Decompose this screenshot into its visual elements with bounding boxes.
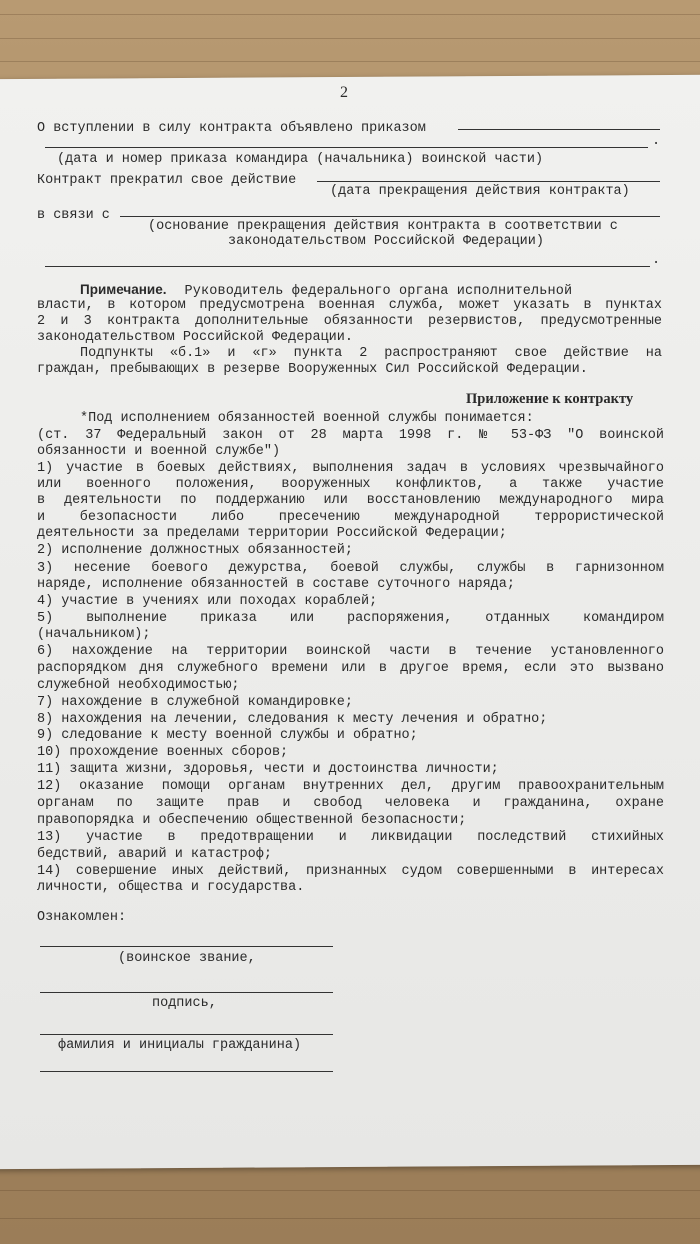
order-line bbox=[458, 129, 660, 130]
basis-line-2 bbox=[45, 266, 650, 267]
list-item: в деятельности по поддержанию или восстановлению международного мира bbox=[37, 493, 664, 508]
note-line-2: власти, в котором предусмотрена военная служба, может указать в пунктах bbox=[37, 298, 662, 313]
list-item: 14) совершение иных действий, признанных судом совершенными в интересах bbox=[37, 864, 664, 879]
list-item: наряде, исполнение обязанностей в составе суточного наряда; bbox=[37, 577, 515, 592]
list-item: 6) нахождение на территории воинской части в течение установленного bbox=[37, 644, 664, 659]
list-item: и безопасности либо пресечению международной террористической bbox=[37, 510, 664, 525]
appendix-ref-1: (ст. 37 Федеральный закон от 28 марта 1998 г. № 53-ФЗ "О воинской bbox=[37, 428, 664, 443]
list-item: 3) несение боевого дежурства, боевой службы, службы в гарнизонном bbox=[37, 561, 664, 576]
order-dot: . bbox=[652, 134, 661, 149]
list-item: 7) нахождение в служебной командировке; bbox=[37, 695, 353, 710]
appendix-intro: *Под исполнением обязанностей военной службы понимается: bbox=[80, 411, 534, 426]
sign-caption: подпись, bbox=[152, 996, 217, 1011]
basis-caption-2: законодательством Российской Федерации) bbox=[228, 234, 544, 249]
name-caption: фамилия и инициалы гражданина) bbox=[58, 1038, 302, 1053]
basis-caption-1: (основание прекращения действия контракта в соответствии с bbox=[148, 219, 618, 234]
list-item: бедствий, аварий и катастроф; bbox=[37, 847, 272, 862]
list-item: 1) участие в боевых действиях, выполнения задач в условиях чрезвычайного bbox=[37, 461, 664, 476]
name-line bbox=[40, 1034, 333, 1035]
list-item: 8) нахождения на лечении, следования к месту лечения и обратно; bbox=[37, 712, 548, 727]
termination-caption: (дата прекращения действия контракта) bbox=[330, 184, 630, 199]
note-label: Примечание. bbox=[80, 282, 167, 297]
list-item: (начальником); bbox=[37, 627, 151, 642]
basis-dot: . bbox=[652, 253, 661, 268]
list-item: органам по защите прав и свобод человека и гражданина, охране bbox=[37, 796, 664, 811]
sign-line bbox=[40, 992, 333, 993]
list-item: или военного положения, вооруженных конфликтов, а также участие bbox=[37, 477, 664, 492]
note-line-5: Подпункты «б.1» и «г» пункта 2 распространяют свое действие на bbox=[80, 346, 662, 361]
note-line-4: законодательством Российской Федерации. bbox=[37, 330, 353, 345]
list-item: 10) прохождение военных сборов; bbox=[37, 745, 289, 760]
list-item: 11) защита жизни, здоровья, чести и достоинства личности; bbox=[37, 762, 499, 777]
list-item: личности, общества и государства. bbox=[37, 880, 305, 895]
list-item: 4) участие в учениях или походах кораблей; bbox=[37, 594, 378, 609]
acquainted-label: Ознакомлен: bbox=[37, 910, 127, 925]
rank-line bbox=[40, 946, 333, 947]
note-line-6: граждан, пребывающих в резерве Вооруженных Сил Российской Федерации. bbox=[37, 362, 588, 377]
order-line-2 bbox=[45, 147, 648, 148]
list-item: 12) оказание помощи органам внутренних дел, другим правоохранительным bbox=[37, 779, 664, 794]
note-line-1-rest: Руководитель федерального органа исполнительной bbox=[184, 284, 573, 299]
basis-line bbox=[120, 216, 660, 217]
list-item: деятельности за пределами территории Российской Федерации; bbox=[37, 526, 507, 541]
list-item: 13) участие в предотвращении и ликвидации последствий стихийных bbox=[37, 830, 664, 845]
order-caption: (дата и номер приказа командира (начальника) воинской части) bbox=[57, 152, 544, 167]
appendix-heading: Приложение к контракту bbox=[466, 391, 634, 407]
page-number: 2 bbox=[340, 84, 348, 101]
entry-order-text: О вступлении в силу контракта объявлено приказом bbox=[37, 121, 426, 136]
terminated-text: Контракт прекратил свое действие bbox=[37, 173, 297, 188]
extra-line bbox=[40, 1071, 333, 1072]
rank-caption: (воинское звание, bbox=[118, 951, 256, 966]
note-line-3: 2 и 3 контракта дополнительные обязанности резервистов, предусмотренные bbox=[37, 314, 662, 329]
termination-line bbox=[317, 181, 660, 182]
list-item: правопорядка и обеспечению общественной безопасности; bbox=[37, 813, 467, 828]
list-item: распорядком дня служебного времени или в другое время, если это вызвано bbox=[37, 661, 664, 676]
due-to-text: в связи с bbox=[37, 208, 110, 223]
list-item: 2) исполнение должностных обязанностей; bbox=[37, 543, 353, 558]
list-item: 9) следование к месту военной службы и обратно; bbox=[37, 728, 418, 743]
appendix-ref-2: обязанности и военной службе") bbox=[37, 444, 281, 459]
list-item: 5) выполнение приказа или распоряжения, отданных командиром bbox=[37, 611, 664, 626]
list-item: служебной необходимостью; bbox=[37, 678, 240, 693]
